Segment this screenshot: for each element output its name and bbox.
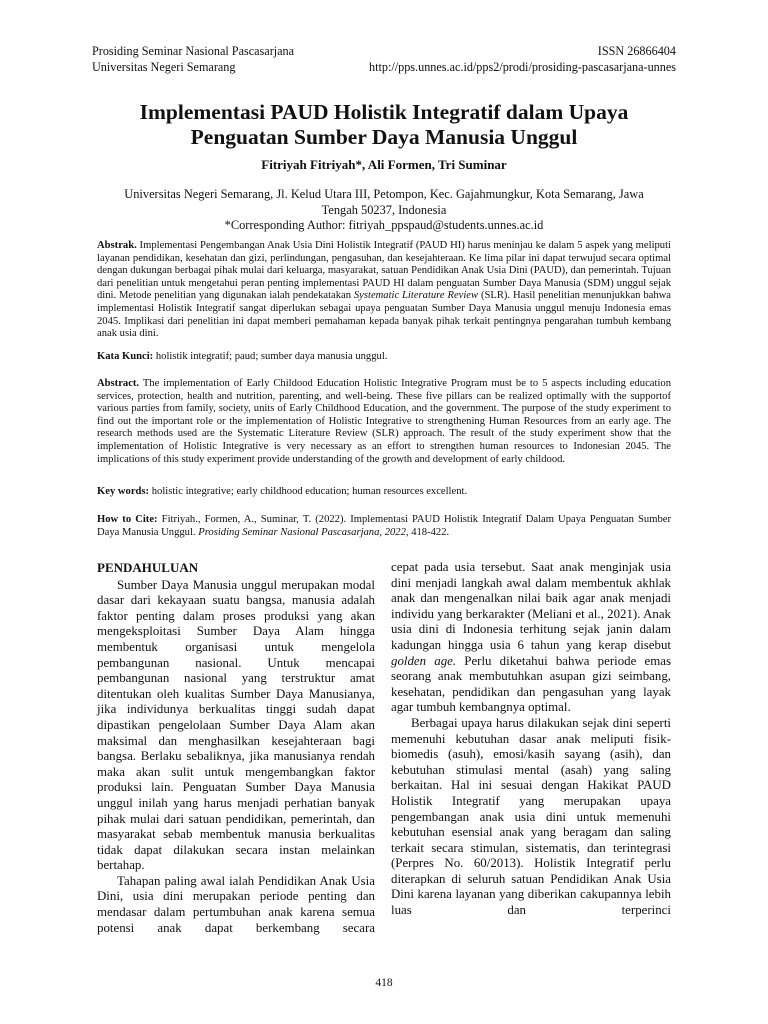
journal-url[interactable]: http://pps.unnes.ac.id/pps2/prodi/prosiding-pascasarjana-unnes — [369, 60, 676, 74]
left-column — [97, 560, 375, 936]
keywords-id-text: holistik integratif; paud; sumber daya manusia unggul. — [153, 351, 388, 362]
authors: Fitriyah Fitriyah*, Ali Formen, Tri Suminar — [261, 157, 507, 172]
keywords-english — [97, 486, 671, 499]
abstract-en-text: The implementation of Early Childood Education Holistic Integrative Program must be to 5 aspects including education services, protection, health and nutrition, parenting, and well-being. These five pillars can be realized optimally with the supportof various parties from family, society, units of Early Childhood Education, and the government. The purpose of the study experiment to find out the important role or the implementation of Holistic Integrative to strengthening Human Resources from an early age. The research methods used are the Systematic Literature Review (SLR) approach. The result of the study experiment show that the implementation of Holistic Integrative is very necessary as an effort to strengthen human resources to Indonesian 2045. The implications of this study experiment provide understanding of the growth and development of early childood. — [97, 378, 671, 465]
running-header-right — [369, 43, 676, 75]
corresponding-author: *Corresponding Author: fitriyah_ppspaud@students.unnes.ac.id — [224, 218, 544, 232]
affiliation-line-1: Universitas Negeri Semarang, Jl. Kelud Utara III, Petompon, Kec. Gajahmungkur, Kota Semarang, Jawa — [124, 187, 644, 201]
running-header-left — [92, 43, 294, 75]
keywords-indonesian — [97, 351, 671, 364]
keywords-en-text: holistic integrative; early childhood education; human resources excellent. — [149, 486, 468, 497]
title-line-1: Implementasi PAUD Holistik Integratif dalam Upaya — [139, 100, 629, 124]
how-to-cite-label: How to Cite: — [97, 514, 158, 525]
right-p1-text-1: cepat pada usia tersebut. Saat anak menginjak usia dini menjadi langkah awal dalam membentuk akhlak anak dan mengenalkan nilai baik agar anak menjadi individu yang berkarakter (Meliani et al., 2021). Anak usia dini di Indonesia terhitung sejak janin dalam kadungan hingga usia 6 tahun yang kerap disebut — [391, 560, 671, 652]
left-paragraph-1: Sumber Daya Manusia unggul merupakan modal dasar dari kekayaan suatu bangsa, manusia adalah faktor penting dalam proses produksi yang akan mengeksploitasi Sumber Daya Alam hingga membentuk organisasi untuk mengelola pembangunan nasional. Untuk mencapai pembangunan nasional yang terstruktur amat ditentukan oleh kualitas Sumber Daya Manusianya, jika individunya berkualitas tinggi sudah dapat dipastikan pengelolaan Sumber Daya Alam akan maksimal dan menghasilkan kesejahteraan bagi bangsa. Berlaku sebaliknya, jika manusianya rendah maka akan sulit untuk mengembangkan faktor produksi lain. Penguatan Sumber Daya Manusia unggul inilah yang harus menjadi perhatian banyak pihak mulai dari satuan pendidikan, pemerintah, dan masyarakat sebab membentuk manusia berkualitas tidak dapat dilakukan secara instan melainkan bertahap. — [97, 577, 375, 873]
right-p1-italic: golden age. — [391, 653, 457, 668]
keywords-en-label: Key words: — [97, 486, 150, 497]
abstract-english — [97, 378, 671, 466]
affiliation-line-2: Tengah 50237, Indonesia — [321, 202, 447, 217]
right-column — [391, 560, 671, 919]
abstract-en-label: Abstract. — [97, 378, 140, 389]
how-to-cite-journal: Prosiding Seminar Nasional Pascasarjana, 2022, — [198, 526, 409, 538]
how-to-cite-text: Fitriyah., Formen, A., Suminar, T. (2022). Implementasi PAUD Holistik Integratif Dalam Upaya Penguatan Sumber Daya Manusia Unggul. — [97, 514, 671, 538]
how-to-cite-pages: 418-422. — [408, 526, 450, 538]
abstract-id-italic: Systematic Literature Review — [353, 290, 479, 302]
abstract-indonesian — [97, 240, 671, 341]
how-to-cite — [97, 514, 671, 539]
abstract-id-text-1: Implementasi Pengembangan Anak Usia Dini Holistik Integratif (PAUD HI) harus meninjau ke dalam 5 aspek yang meliputi layanan pendidikan, kesehatan dan gizi, perlindungan, pengasuhan, dan kesejahteraan. Ke lima pilar ini dapat terwujud secara optimal dengan dukungan berbagai pihak mulai dari keluarga, masyarakat, satuan Pendidikan Anak Usia Dini (PAUD), dan pemerintah. Tujuan dari penelitian untuk mengetahui peran penting implementasi PAUD HI dalam penguatan Sumber Daya Manusia (SDM) unggul sejak dini. Metode penelitian yang digunakan ialah pendekatakan — [97, 240, 671, 302]
section-heading: PENDAHULUAN — [97, 560, 199, 575]
title-line-2: Penguatan Sumber Daya Manusia Unggul — [190, 125, 578, 149]
page-number: 418 — [375, 977, 393, 989]
right-paragraph-2: Berbagai upaya harus dilakukan sejak dini seperti memenuhi kebutuhan dasar anak meliputi fisik-biomedis (asuh), emosi/kasih sayang (asih), dan kebutuhan stimulasi mental (asah) yang saling berkaitan. Hal ini sesuai dengan Hakikat PAUD Holistik Integratif yang merupakan upaya pengembangan anak usia dini untuk memenuhi kebutuhan esensial anak yang beragam dan saling terkait secara stimulan, sistematis, dan terintegrasi (Perpres No. 60/2013). Holistik Integratif perlu diterapkan di seluruh satuan Pendidikan Anak Usia Dini karena layanan yang diberikan cakupannya lebih luas dan terperinci — [391, 715, 671, 918]
university-name: Universitas Negeri Semarang — [92, 60, 236, 74]
abstract-id-label: Abstrak. — [97, 240, 137, 251]
issn: ISSN 26866404 — [597, 44, 676, 58]
affiliation — [92, 187, 676, 234]
journal-name: Prosiding Seminar Nasional Pascasarjana — [92, 44, 295, 58]
left-paragraph-2: Tahapan paling awal ialah Pendidikan Anak Usia Dini, usia dini merupakan periode penting dan mendasar dalam pertumbuhan anak karena semua potensi anak dapat berkembang secara — [97, 873, 375, 935]
right-p1-text-2: Perlu diketahui bahwa periode emas seorang anak membutuhkan asupan gizi seimbang, kesehatan, pendidikan dan pengasuhan yang layak agar tumbuh kembangnya optimal. — [391, 653, 671, 715]
keywords-id-label: Kata Kunci: — [97, 351, 154, 362]
right-paragraph-1 — [391, 560, 671, 716]
abstract-id-text-2: (SLR). Hasil penelitian menunjukkan bahwa implementasi Holistik Integratif sangat diperlukan sebagai upaya penguatan Sumber Daya Manusia unggul menuju Indonesia emas 2045. Implikasi dari penelitian ini dapat memberi pemahaman kepada banyak pihak terkait pentingnya pengarahan tumbuh kembang anak usia dini. — [97, 290, 671, 340]
paper-title — [60, 100, 708, 150]
